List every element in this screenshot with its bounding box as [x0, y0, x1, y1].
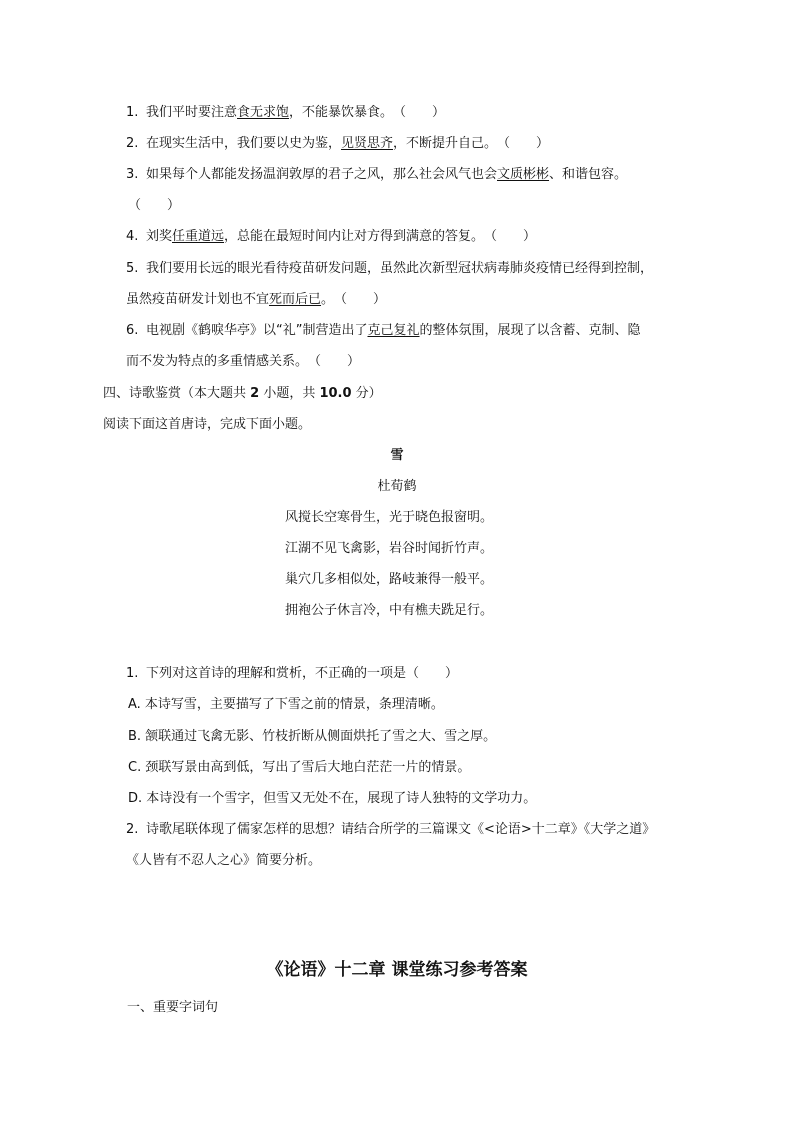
poem-line: 巢穴几多相似处，路岐兼得一般平。 [285, 572, 494, 587]
poem-author: 杜荀鹤 [377, 479, 417, 494]
question-number: 6. [126, 323, 139, 338]
poem-question-2-continuation: 《人皆有不忍人之心》简要分析。 [126, 853, 322, 868]
poem-question-1: 1. 下列对这首诗的理解和赏析，不正确的一项是（ ） [126, 666, 459, 681]
question-number: 1. [126, 105, 139, 120]
answer-title: 《论语》十二章 课堂练习参考答案 [266, 960, 528, 980]
underlined-phrase: 任重道远 [172, 229, 225, 244]
underlined-phrase: 食无求饱 [237, 105, 290, 120]
question-item-5-continuation: 虽然疫苗研发计划也不宜死而后已。 （ ） [126, 292, 387, 307]
underlined-phrase: 见贤思齐 [341, 136, 394, 151]
question-item-6: 6. 电视剧《鹤唳华亭》以“礼”制营造出了克己复礼的整体氛围，展现了以含蓄、克制、隐 [126, 323, 641, 338]
poem-line: 拥袍公子休言冷，中有樵夫跣足行。 [285, 603, 494, 618]
question-item-3: 3. 如果每个人都能发扬温润敦厚的君子之风，那么社会风气也会文质彬彬、和谐包容。 [126, 167, 628, 182]
choice-option-a: A. 本诗写雪，主要描写了下雪之前的情景，条理清晰。 [128, 697, 444, 712]
choice-option-d: D. 本诗没有一个雪字，但雪又无处不在，展现了诗人独特的文学功力。 [128, 791, 537, 806]
underlined-phrase: 死而后已 [269, 292, 322, 307]
poem-question-2: 2. 诗歌尾联体现了儒家怎样的思想？请结合所学的三篇课文《<论语>十二章》《大学之道》 [126, 822, 656, 837]
question-number: 2. [126, 136, 139, 151]
question-number: 4. [126, 229, 139, 244]
question-item-6-continuation: 而不发为特点的多重情感关系。 （ ） [126, 354, 361, 369]
question-number: 5. [126, 261, 139, 276]
underlined-phrase: 文质彬彬 [497, 167, 550, 182]
section-heading: 四、诗歌鉴赏（本大题共 2 小题，共 10.0 分） [103, 386, 382, 401]
choice-option-c: C. 颈联写景由高到低，写出了雪后大地白茫茫一片的情景。 [128, 760, 471, 775]
question-item-4: 4. 刘奖任重道远，总能在最短时间内让对方得到满意的答复。 （ ） [126, 229, 537, 244]
answer-section-heading: 一、重要字词句 [127, 1000, 219, 1015]
question-number: 1. [126, 666, 139, 681]
question-number: 2. [126, 822, 139, 837]
underlined-phrase: 克己复礼 [367, 323, 420, 338]
poem-line: 江湖不见飞禽影，岩谷时闻折竹声。 [285, 541, 494, 556]
question-item-3-continuation: （ ） [128, 198, 181, 213]
question-item-1: 1. 我们平时要注意食无求饱，不能暴饮暴食。 （ ） [126, 105, 446, 120]
poem-line: 风搅长空寒骨生，光于晓色报窗明。 [285, 510, 494, 525]
section-intro: 阅读下面这首唐诗，完成下面小题。 [103, 417, 312, 432]
question-item-2: 2. 在现实生活中，我们要以史为鉴，见贤思齐，不断提升自己。 （ ） [126, 136, 550, 151]
question-number: 3. [126, 167, 139, 182]
poem-title: 雪 [390, 448, 404, 463]
choice-option-b: B. 颔联通过飞禽无影、竹枝折断从侧面烘托了雪之大、雪之厚。 [128, 729, 497, 744]
question-item-5: 5. 我们要用长远的眼光看待疫苗研发问题，虽然此次新型冠状病毒肺炎疫情已经得到控制， [126, 261, 654, 276]
